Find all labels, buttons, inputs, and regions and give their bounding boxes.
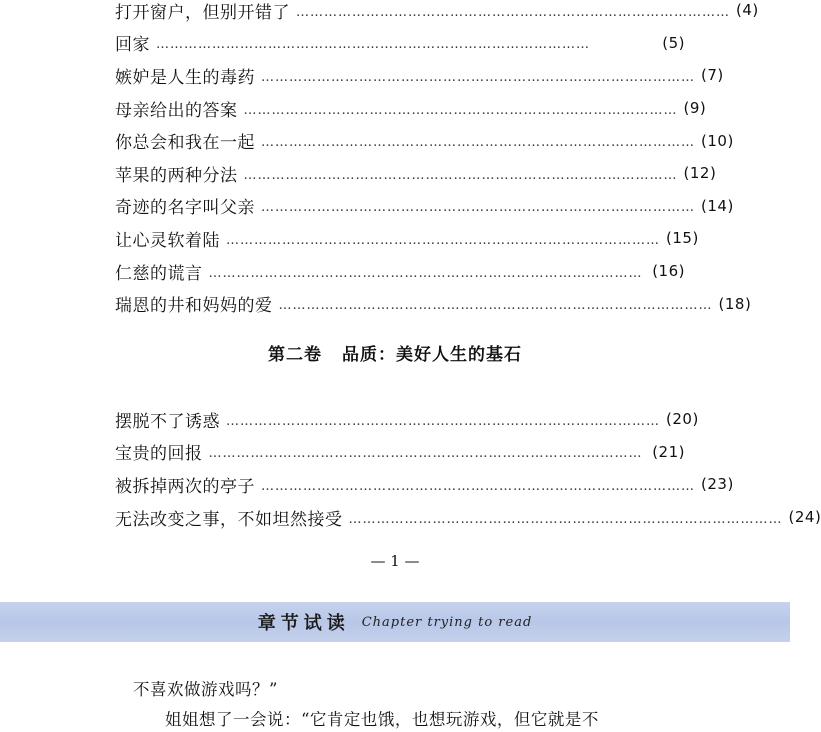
toc-entry-title: 让心灵软着陆: [115, 230, 220, 251]
banner-title-cn: 章节试读: [257, 613, 350, 634]
toc-leader-dots: …………………………………………………………………………………: [243, 102, 678, 118]
toc-entry-title: 打开窗户，但别开错了: [115, 2, 290, 23]
toc-entry-page: (15): [666, 229, 699, 248]
toc-entry[interactable]: [115, 59, 724, 92]
toc-entry-page: (10): [701, 131, 734, 150]
toc-entry[interactable]: [115, 468, 734, 501]
toc-leader-dots: …………………………………………………………………………………: [348, 511, 783, 527]
toc-entry[interactable]: [115, 27, 685, 60]
toc-entry-page: (23): [701, 475, 734, 494]
toc-entry-title: 摆脱不了诱惑: [115, 411, 220, 432]
toc-entry-title: 母亲给出的答案: [115, 100, 238, 121]
toc-leader-dots: …………………………………………………………………………………: [261, 478, 695, 494]
toc-entry-page: (4): [736, 1, 759, 20]
toc-leader-dots: …………………………………………………………………………………: [261, 135, 695, 151]
volume-number: 第二卷: [268, 345, 322, 365]
toc-leader-dots: …………………………………………………………………………………: [226, 413, 660, 429]
toc-leader-dots: …………………………………………………………………………………: [208, 446, 643, 462]
toc-leader-dots: …………………………………………………………………………………: [156, 37, 590, 53]
toc-entry[interactable]: [115, 403, 699, 436]
toc-leader-dots: …………………………………………………………………………………: [261, 69, 695, 85]
toc-entry[interactable]: [115, 157, 717, 190]
toc-entry-title: 嫉妒是人生的毒药: [115, 67, 255, 88]
banner-title-en: Chapter trying to read: [361, 614, 533, 630]
toc-leader-dots: …………………………………………………………………………………: [261, 200, 695, 216]
toc-section-1: [115, 0, 759, 320]
toc-entry-title: 回家: [115, 35, 150, 56]
toc-entry-page: (21): [652, 442, 685, 461]
toc-entry-title: 奇迹的名字叫父亲: [115, 198, 255, 219]
chapter-preview-banner: [0, 602, 790, 642]
toc-entry-title: 苹果的两种分法: [115, 165, 238, 186]
toc-leader-dots: …………………………………………………………………………………: [226, 232, 660, 248]
toc-entry-title: 宝贵的回报: [115, 444, 203, 465]
toc-entry-title: 被拆掉两次的亭子: [115, 476, 255, 497]
toc-entry[interactable]: [115, 190, 734, 223]
toc-leader-dots: …………………………………………………………………………………: [278, 298, 713, 314]
toc-entry[interactable]: [115, 255, 685, 288]
toc-section-2: [115, 403, 821, 533]
toc-entry-page: (18): [718, 294, 752, 313]
toc-leader-dots: …………………………………………………………………………………: [243, 167, 678, 183]
toc-entry-title: 你总会和我在一起: [115, 133, 255, 154]
toc-leader-dots: …………………………………………………………………………………: [296, 4, 730, 20]
toc-entry[interactable]: [115, 222, 699, 255]
toc-entry[interactable]: [115, 501, 821, 534]
toc-entry-page: (24): [788, 508, 821, 527]
toc-entry-page: (16): [652, 262, 685, 281]
page-number: — 1 —: [370, 552, 420, 570]
volume-heading: [0, 340, 790, 365]
chapter-excerpt: [0, 642, 790, 732]
excerpt-line: 姐姐想了一会说：“它肯定也饿，也想玩游戏，但它就是不: [165, 710, 599, 729]
toc-entry[interactable]: [115, 124, 734, 157]
toc-entry-page: (12): [683, 164, 717, 183]
toc-entry-page: (7): [701, 66, 724, 85]
excerpt-line: 不喜欢做游戏吗？”: [133, 680, 278, 699]
toc-entry[interactable]: [115, 287, 752, 320]
toc-entry-title: 无法改变之事，不如坦然接受: [115, 509, 343, 530]
toc-entry-page: (5): [662, 33, 685, 52]
toc-entry-page: (9): [683, 99, 707, 118]
toc-entry-title: 瑞恩的井和妈妈的爱: [115, 296, 273, 317]
toc-entry-title: 仁慈的谎言: [115, 263, 203, 284]
toc-entry[interactable]: [115, 436, 685, 469]
toc-entry[interactable]: [115, 92, 707, 125]
toc-entry-page: (20): [666, 410, 699, 429]
volume-title: 品质：美好人生的基石: [342, 345, 522, 365]
toc-entry[interactable]: [115, 0, 759, 27]
toc-entry-page: (14): [701, 196, 734, 215]
toc-leader-dots: …………………………………………………………………………………: [208, 265, 643, 281]
